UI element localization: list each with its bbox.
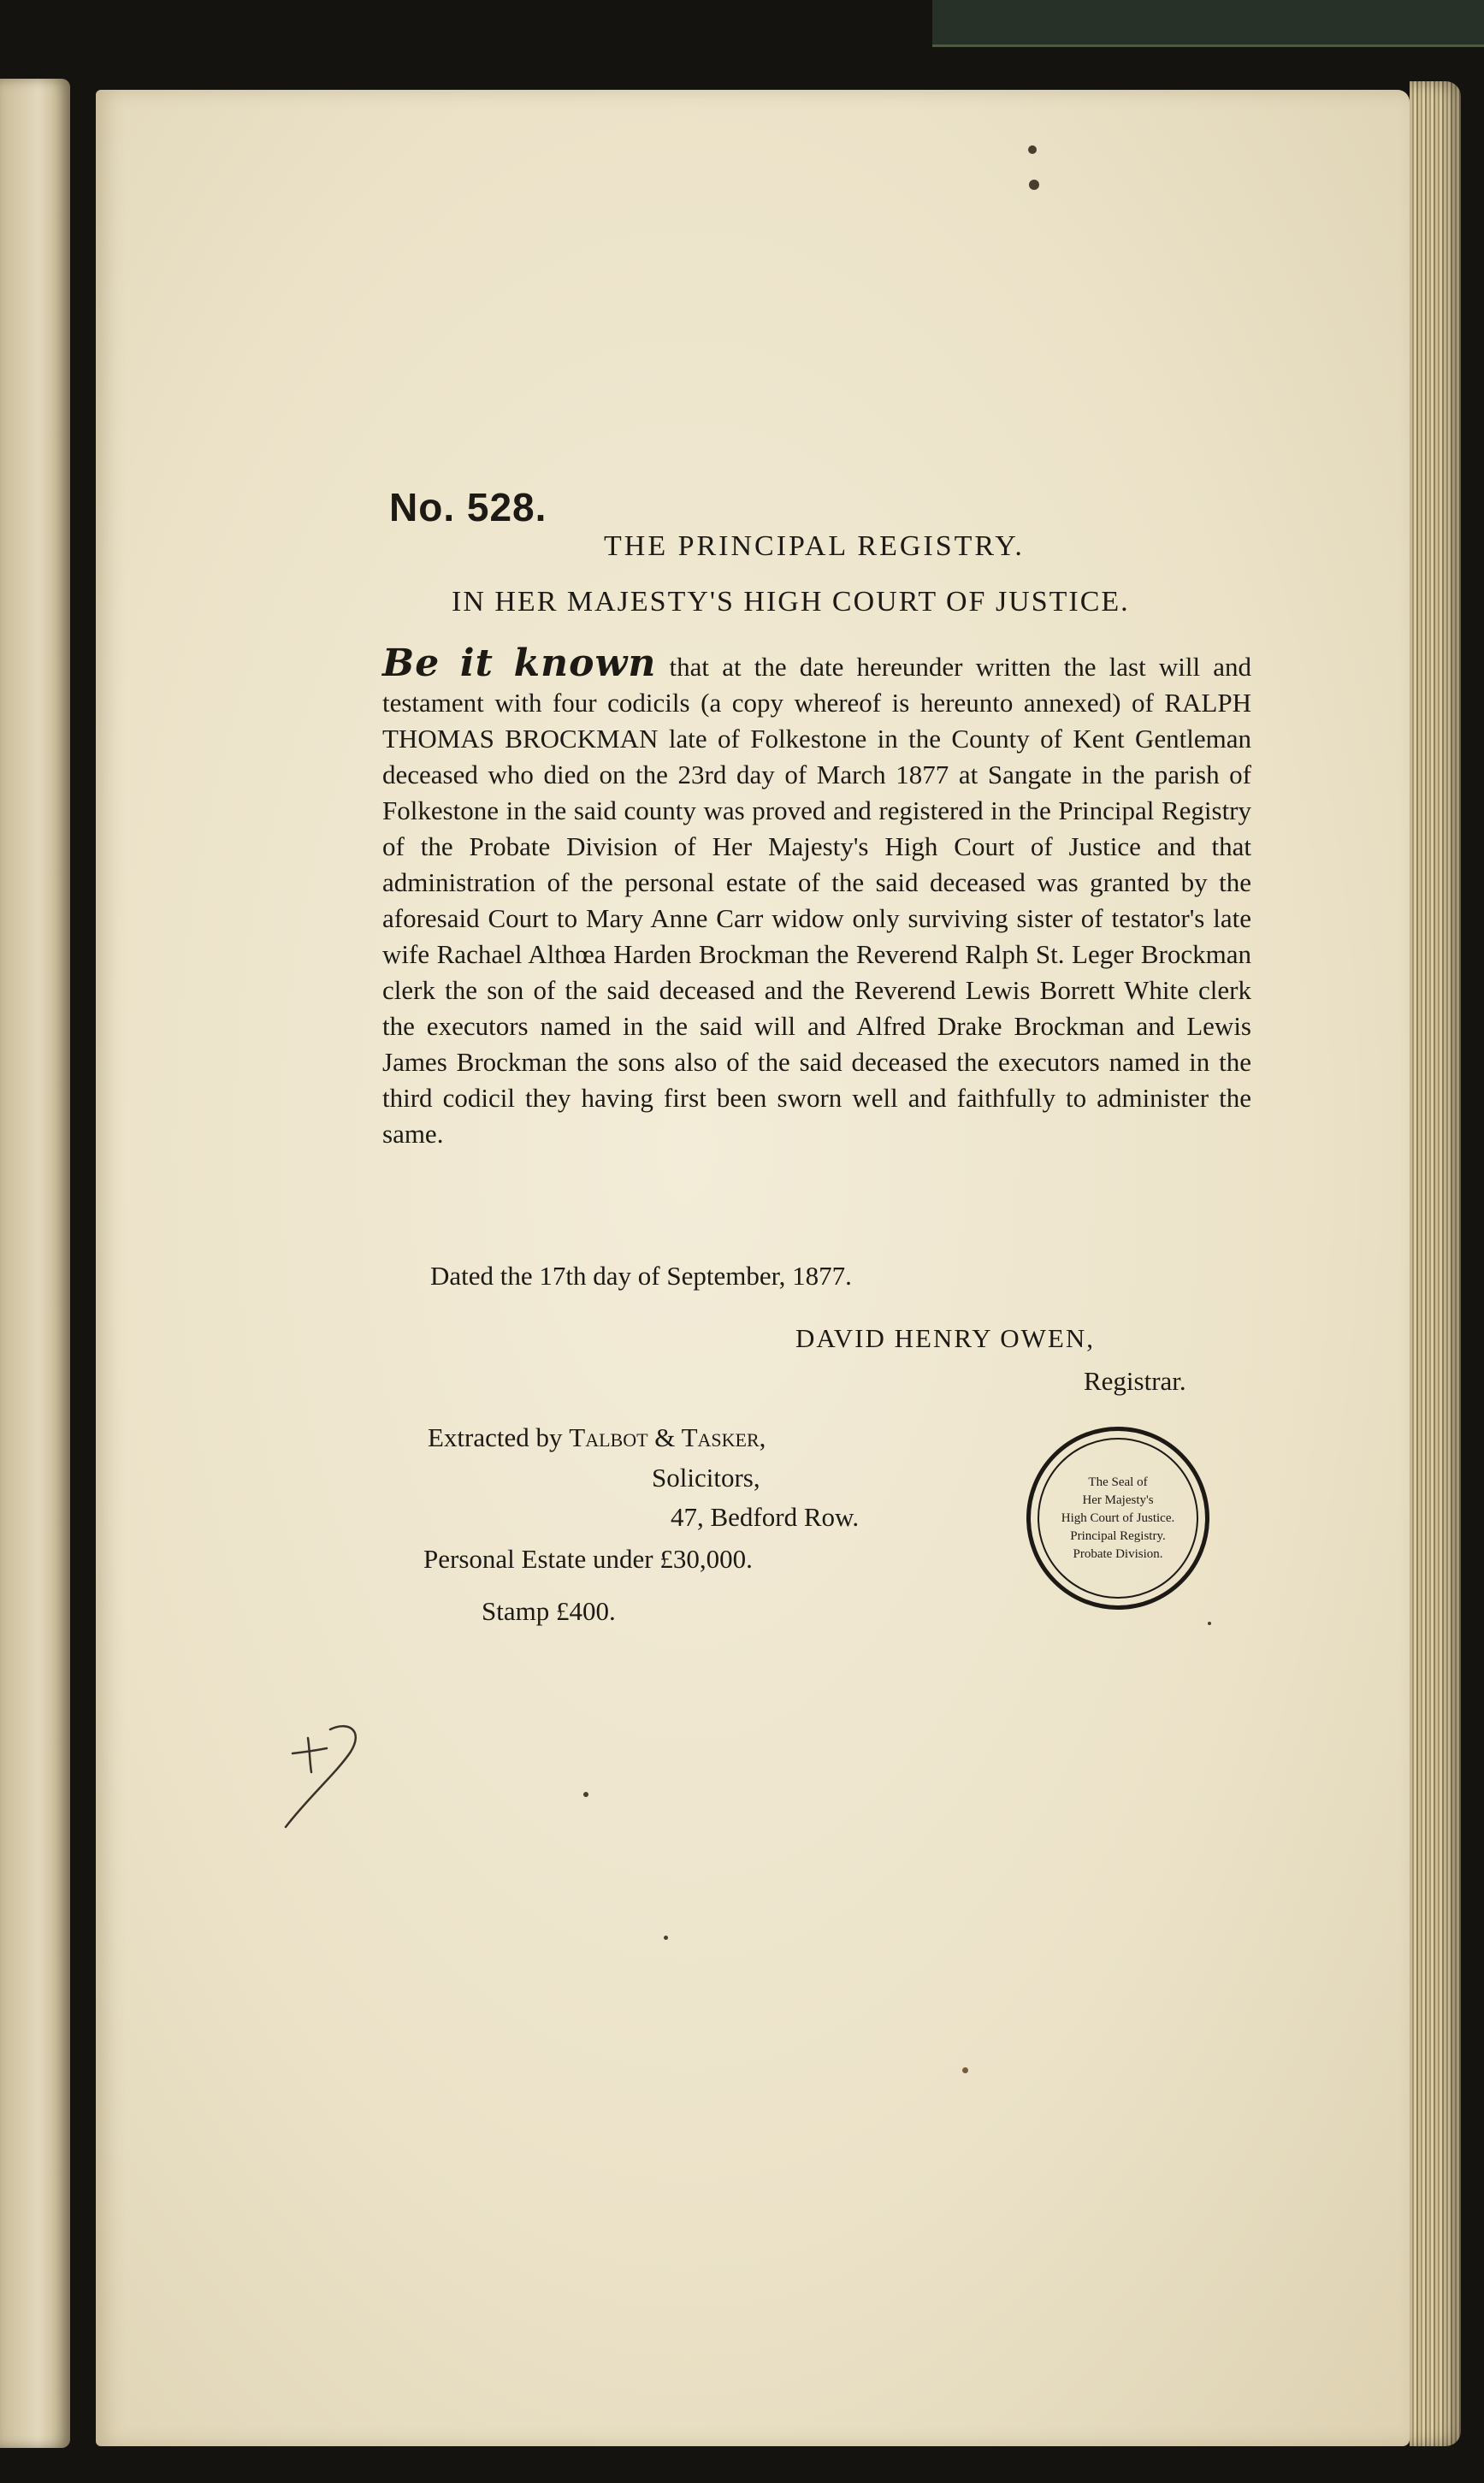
stamp-duty: Stamp £400. (482, 1596, 616, 1626)
top-cover-strip (932, 0, 1484, 47)
personal-estate-value: Personal Estate under £30,000. (423, 1544, 753, 1574)
court-seal (1026, 1427, 1209, 1610)
paper-speck (962, 2067, 968, 2073)
paper-speck (664, 1936, 668, 1940)
seal-line: Her Majesty's (1082, 1493, 1154, 1507)
seal-line: High Court of Justice. (1061, 1510, 1175, 1525)
solicitor-firm: Talbot & Tasker, (569, 1422, 766, 1452)
document-number: No. 528. (389, 485, 547, 529)
dated-line: Dated the 17th day of September, 1877. (430, 1261, 852, 1291)
court-seal-inner (1038, 1438, 1198, 1599)
seal-line: The Seal of (1088, 1475, 1148, 1489)
seal-line: Probate Division. (1073, 1546, 1163, 1561)
registrar-title: Registrar. (1084, 1366, 1186, 1396)
seal-line: Principal Registry. (1070, 1528, 1166, 1543)
paper-speck (1028, 145, 1037, 154)
handwritten-pencil-mark-icon (274, 1719, 376, 1830)
page-stack-edge (1410, 81, 1461, 2446)
registry-title: THE PRINCIPAL REGISTRY. (604, 530, 1025, 562)
court-title: IN HER MAJESTY'S HIGH COURT OF JUSTICE. (452, 586, 1130, 618)
paper-speck (1029, 180, 1039, 190)
registrar-name: DAVID HENRY OWEN, (795, 1323, 1096, 1353)
extracted-by-line (428, 1422, 766, 1453)
extracted-prefix: Extracted by (428, 1422, 563, 1452)
solicitors-label: Solicitors, (652, 1463, 760, 1493)
grant-body-text: that at the date hereunder written the last will and testament with four codicils (a copy whereof is hereunto annexed) of RALPH THOMAS BROCKMAN late of Folkestone in the County of Kent Gentleman deceased who died on the 23rd day of March 1877 at Sangate in the parish of Folkestone in the said county was proved and registered in the Principal Registry of the Probate Division of Her Majesty's High Court of Justice and that administration of the personal estate of the said deceased was granted by the aforesaid Court to Mary Anne Carr widow only surviving sister of testator's late wife Rachael Althœa Harden Brockman the Reverend Ralph St. Leger Brockman clerk the son of the said deceased and the Reverend Lewis Borrett White clerk the executors named in the said will and Alfred Drake Brockman and Lewis James Brockman the sons also of the said deceased the executors named in the third codicil they having first been sworn well and faithfully to administer the same. (382, 652, 1251, 1149)
left-facing-page-edge (0, 79, 70, 2448)
paper-speck (1208, 1622, 1211, 1625)
paper-speck (583, 1792, 588, 1797)
grant-text (382, 641, 1251, 1152)
solicitor-address: 47, Bedford Row. (671, 1502, 860, 1532)
grant-opening-words: Be it known (382, 641, 657, 685)
